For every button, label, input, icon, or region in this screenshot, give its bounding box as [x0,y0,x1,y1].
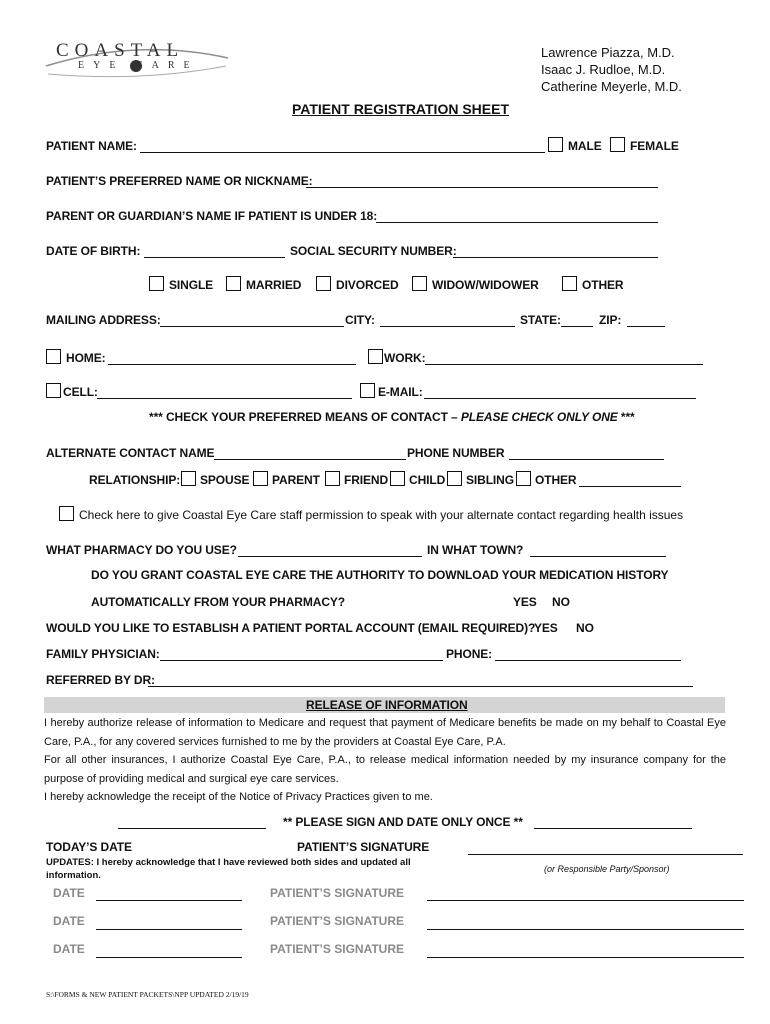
dob-field[interactable] [144,257,285,258]
today-date-field[interactable] [118,828,266,829]
single-checkbox[interactable] [149,276,164,291]
widow-label: WIDOW/WIDOWER [432,278,539,292]
responsible-party-field[interactable] [468,854,743,855]
logo [42,36,232,78]
alt-contact-field[interactable] [214,459,406,460]
contact-note [149,410,635,424]
sibling-checkbox[interactable] [447,471,462,486]
todays-date-label: TODAY’S DATE [46,840,132,854]
update-date-field[interactable] [96,900,242,901]
other-relation-label: OTHER [535,473,577,487]
permission-label: Check here to give Coastal Eye Care staff permission to speak with your alternate contact regarding health issues [79,508,684,522]
cell-checkbox[interactable] [46,383,61,398]
male-checkbox[interactable] [548,137,563,152]
permission-checkbox[interactable] [59,506,74,521]
town-label: IN WHAT TOWN? [427,543,524,557]
single-label: SINGLE [169,278,214,292]
contact-note-emphasis: PLEASE CHECK ONLY ONE [460,410,618,424]
female-checkbox[interactable] [610,137,625,152]
release-heading: RELEASE OF INFORMATION [306,698,468,712]
state-label: STATE: [520,313,561,327]
parent-label: PARENT [272,473,320,487]
referred-field[interactable] [148,686,693,687]
mailing-label: MAILING ADDRESS: [46,313,161,327]
page-title: PATIENT REGISTRATION SHEET [292,101,510,117]
spouse-label: SPOUSE [200,473,250,487]
patient-signature-field[interactable] [534,828,692,829]
other-relation-checkbox[interactable] [516,471,531,486]
update-signature-label: PATIENT’S SIGNATURE [270,942,405,956]
med-history-question-1: DO YOU GRANT COASTAL EYE CARE THE AUTHORITY TO DOWNLOAD YOUR MEDICATION HISTORY [91,568,669,582]
contact-note-c: *** [617,410,635,424]
responsible-party-note: (or Responsible Party/Sponsor) [544,864,670,874]
update-date-label: DATE [53,942,85,956]
spouse-checkbox[interactable] [181,471,196,486]
married-label: MARRIED [246,278,302,292]
update-signature-field[interactable] [427,900,744,901]
friend-label: FRIEND [344,473,389,487]
med-history-no[interactable]: NO [552,595,570,609]
other-marital-label: OTHER [582,278,624,292]
preferred-name-label: PATIENT’S PREFERRED NAME OR NICKNAME: [46,174,313,188]
updates-note: UPDATES: I hereby acknowledge that I have reviewed both sides and updated all information. [46,857,411,881]
update-date-label: DATE [53,914,85,928]
city-field[interactable] [380,326,515,327]
email-field[interactable] [424,398,696,399]
town-field[interactable] [530,556,666,557]
email-label: E-MAIL: [378,385,423,399]
med-history-yes[interactable]: YES [513,595,537,609]
update-date-field[interactable] [96,957,242,958]
city-label: CITY: [345,313,375,327]
patient-signature-label: PATIENT’S SIGNATURE [297,840,430,854]
update-signature-field[interactable] [427,929,744,930]
home-field[interactable] [108,364,356,365]
work-label: WORK: [384,351,426,365]
male-label: MALE [568,139,602,153]
friend-checkbox[interactable] [325,471,340,486]
work-field[interactable] [425,364,703,365]
doctor-name: Catherine Meyerle, M.D. [541,79,682,94]
release-paragraph: I hereby authorize release of information to Medicare and request that payment of Medicare benefits be made on my behalf to Coastal Eye Care, P.A., for any covered services furnished to me by the providers at Coastal Eye Care, P.A. [44,717,726,748]
work-checkbox[interactable] [368,349,383,364]
other-relation-field[interactable] [579,486,681,487]
child-checkbox[interactable] [390,471,405,486]
physician-phone-label: PHONE: [446,647,493,661]
release-paragraph: For all other insurances, I authorize Coastal Eye Care, P.A., to release medical information needed by my insurance company for the purpose of providing medical and surgical eye care services. [44,754,726,785]
mailing-field[interactable] [160,326,344,327]
ssn-field[interactable] [453,257,658,258]
relationship-label: RELATIONSHIP: [89,473,181,487]
portal-question: WOULD YOU LIKE TO ESTABLISH A PATIENT PORTAL ACCOUNT (EMAIL REQUIRED)? [46,621,536,635]
zip-field[interactable] [627,326,665,327]
update-date-field[interactable] [96,929,242,930]
dob-label: DATE OF BIRTH: [46,244,141,258]
ssn-label: SOCIAL SECURITY NUMBER: [290,244,457,258]
logo-name-top: COASTAL [56,40,185,61]
patient-name-field[interactable] [140,152,545,153]
preferred-name-field[interactable] [306,187,658,188]
cell-field[interactable] [97,398,352,399]
doctor-name: Lawrence Piazza, M.D. [541,45,675,60]
physician-phone-field[interactable] [495,660,681,661]
family-physician-label: FAMILY PHYSICIAN: [46,647,160,661]
portal-yes[interactable]: YES [534,621,558,635]
guardian-field[interactable] [376,222,658,223]
pharmacy-label: WHAT PHARMACY DO YOU USE? [46,543,237,557]
married-checkbox[interactable] [226,276,241,291]
home-label: HOME: [66,351,106,365]
widow-checkbox[interactable] [412,276,427,291]
state-field[interactable] [561,326,593,327]
update-date-label: DATE [53,886,85,900]
female-label: FEMALE [630,139,679,153]
referred-label: REFERRED BY DR: [46,673,155,687]
zip-label: ZIP: [599,313,622,327]
parent-checkbox[interactable] [253,471,268,486]
alt-phone-field[interactable] [509,459,664,460]
update-signature-field[interactable] [427,957,744,958]
sibling-label: SIBLING [466,473,514,487]
cell-label: CELL: [63,385,98,399]
family-physician-field[interactable] [160,660,443,661]
other-marital-checkbox[interactable] [562,276,577,291]
email-checkbox[interactable] [360,383,375,398]
release-text [44,714,726,807]
update-signature-label: PATIENT’S SIGNATURE [270,886,405,900]
release-paragraph: I hereby acknowledge the receipt of the Notice of Privacy Practices given to me. [44,791,433,803]
child-label: CHILD [409,473,446,487]
home-checkbox[interactable] [46,349,61,364]
alt-contact-label: ALTERNATE CONTACT NAME [46,446,215,460]
update-signature-label: PATIENT’S SIGNATURE [270,914,405,928]
divorced-label: DIVORCED [336,278,399,292]
guardian-label: PARENT OR GUARDIAN’S NAME IF PATIENT IS UNDER 18: [46,209,378,223]
logo-name-bottom: EYE CARE [78,60,199,71]
divorced-checkbox[interactable] [316,276,331,291]
contact-note-a: *** CHECK YOUR PREFERRED MEANS OF CONTACT – [149,410,461,424]
sign-note: ** PLEASE SIGN AND DATE ONLY ONCE ** [283,815,523,829]
doctor-name: Isaac J. Rudloe, M.D. [541,62,666,77]
portal-no[interactable]: NO [576,621,594,635]
doctor-list [541,44,682,95]
med-history-question-2: AUTOMATICALLY FROM YOUR PHARMACY? [91,595,346,609]
pharmacy-field[interactable] [238,556,422,557]
patient-name-label: PATIENT NAME: [46,139,137,153]
alt-phone-label: PHONE NUMBER [407,446,505,460]
footer-path: S:\FORMS & NEW PATIENT PACKETS\NPP UPDATED 2/19/19 [46,990,249,999]
